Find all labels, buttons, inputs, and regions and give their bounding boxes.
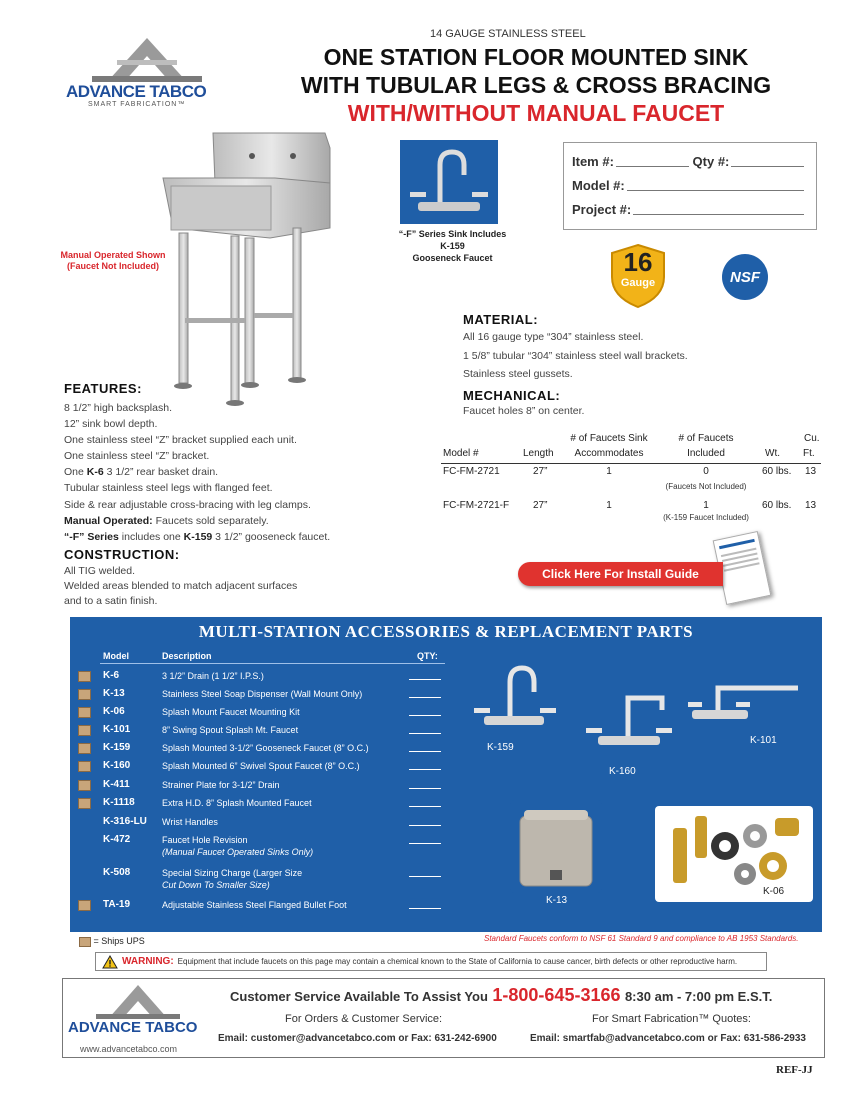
gauge-line: 14 GAUGE STAINLESS STEEL — [430, 28, 586, 40]
part-model: K-6 — [103, 670, 120, 681]
page-title-line1: ONE STATION FLOOR MOUNTED SINK — [323, 44, 749, 70]
qty-field[interactable] — [731, 166, 804, 167]
part-description: Adjustable Stainless Steel Flanged Bullet Foot — [162, 900, 347, 910]
qty-field[interactable] — [409, 843, 441, 844]
list-item — [78, 742, 448, 760]
warning-triangle-icon — [102, 955, 118, 969]
k159-faucet-image — [470, 660, 560, 744]
qty-field[interactable] — [409, 788, 441, 789]
box-icon — [79, 937, 91, 947]
standards-note: Standard Faucets conform to NSF 61 Standard 9 and compliance to AB 1953 Standards. — [484, 934, 799, 943]
part-model: K-1118 — [103, 797, 135, 808]
features-list: 8 1/2” high backsplash. 12” sink bowl depth. One stainless steel “Z” bracket supplied each unit. One stainless steel “Z” bracket. One K-6 3 1/2” rear basket drain. Tubular stainless steel legs with flanged feet. Side & rear adjustable cross-bracing with leg clamps. Manual Operated: Faucets sold separately. “-F” Series includes one K-159 3 1/2” gooseneck faucet. — [64, 402, 331, 543]
k159-label: K-159 — [487, 742, 514, 753]
list-item — [78, 779, 448, 797]
part-description: 8” Swing Spout Splash Mt. Faucet — [162, 725, 299, 735]
list-item — [78, 760, 448, 778]
list-item — [78, 688, 448, 706]
qty-field[interactable] — [409, 733, 441, 734]
spec-header-row: Model # Length # of Faucets Sink Accommodates # of Faucets Included Wt. Cu. Ft. — [443, 433, 820, 459]
part-description: Special Sizing Charge (Larger Size Cut Down To Smaller Size) — [162, 868, 303, 890]
project-field[interactable] — [633, 214, 804, 215]
part-description: 3 1/2” Drain (1 1/2” I.P.S.) — [162, 671, 264, 681]
model-label: Model #: — [572, 178, 625, 193]
mechanical-text: Faucet holes 8” on center. — [463, 405, 585, 417]
project-label: Project #: — [572, 202, 632, 217]
website-link[interactable]: www.advancetabco.com — [80, 1044, 178, 1054]
part-model: K-508 — [103, 867, 131, 878]
part-description: Splash Mounted 3-1/2” Gooseneck Faucet (8” O.C.) — [162, 743, 369, 753]
logo-mark-icon — [68, 981, 208, 1021]
qty-field[interactable] — [409, 806, 441, 807]
k06-kit-image — [655, 806, 813, 902]
page-title-line2: WITH TUBULAR LEGS & CROSS BRACING — [300, 72, 772, 98]
k06-label: K-06 — [763, 886, 785, 897]
k101-faucet-image — [688, 668, 814, 734]
order-form — [563, 142, 817, 230]
box-icon — [78, 725, 91, 736]
phone-number[interactable]: 1-800-645-3166 — [492, 985, 621, 1005]
part-model: K-472 — [103, 834, 131, 845]
qty-field[interactable] — [409, 697, 441, 698]
k13-label: K-13 — [546, 895, 568, 906]
install-guide-button[interactable]: Click Here For Install Guide — [518, 562, 723, 586]
list-item — [78, 706, 448, 724]
item-field[interactable] — [616, 166, 689, 167]
quotes-email[interactable]: Email: smartfab@advancetabco.com or Fax: 631-586-2933 — [530, 1033, 806, 1044]
part-description: Stainless Steel Soap Dispenser (Wall Mount Only) — [162, 689, 363, 699]
qty-field[interactable] — [409, 876, 441, 877]
k13-dispenser-image — [510, 800, 602, 893]
quotes-label: For Smart Fabrication™ Quotes: — [592, 1013, 751, 1025]
box-icon — [78, 689, 91, 700]
mechanical-heading: MECHANICAL: — [463, 388, 561, 403]
box-icon — [78, 761, 91, 772]
qty-field[interactable] — [409, 715, 441, 716]
construction-heading: CONSTRUCTION: — [64, 547, 180, 562]
part-model: K-411 — [103, 779, 130, 790]
part-description: Wrist Handles — [162, 817, 218, 827]
col-qty-header: QTY: — [417, 651, 438, 661]
box-icon — [78, 900, 91, 911]
box-icon — [78, 798, 91, 809]
brand-tagline: SMART FABRICATION™ — [88, 101, 186, 108]
k160-faucet-image — [580, 682, 680, 764]
box-icon — [78, 707, 91, 718]
part-model: K-101 — [103, 724, 131, 735]
col-model-header: Model — [103, 651, 129, 661]
ships-ups-legend: = Ships UPS — [79, 936, 145, 947]
list-item — [78, 724, 448, 742]
item-label: Item #: — [572, 154, 614, 169]
header-divider — [100, 663, 445, 664]
orders-label: For Orders & Customer Service: — [285, 1013, 443, 1025]
footer-logo: ADVANCE TABCO — [68, 981, 208, 1041]
part-description: Splash Mounted 6” Swivel Spout Faucet (8” O.C.) — [162, 761, 360, 771]
part-description: Strainer Plate for 3-1/2” Drain — [162, 780, 280, 790]
gauge-word: Gauge — [620, 277, 656, 289]
material-text: All 16 gauge type “304” stainless steel. 1 5/8” tubular “304” stainless steel wall brackets. Stainless steel gussets. — [463, 331, 688, 380]
list-item — [78, 834, 448, 857]
list-item — [78, 797, 448, 815]
orders-email[interactable]: Email: customer@advancetabco.com or Fax: 631-242-6900 — [218, 1033, 497, 1044]
part-model: K-159 — [103, 742, 131, 753]
part-model: K-06 — [103, 706, 125, 717]
faucet-photo — [400, 140, 498, 224]
part-model: K-316-LU — [103, 816, 147, 827]
col-desc-header: Description — [162, 651, 212, 661]
box-icon — [78, 671, 91, 682]
list-item — [78, 670, 448, 688]
qty-field[interactable] — [409, 825, 441, 826]
gauge-badge — [608, 243, 668, 309]
brand-name: ADVANCE TABCO — [66, 82, 207, 101]
sink-image — [155, 128, 335, 408]
part-model: K-160 — [103, 760, 131, 771]
construction-text: All TIG welded. Welded areas blended to match adjacent surfaces and to a satin finish. — [64, 565, 298, 607]
faucet-caption: “-F” Series Sink Includes K-159 Gooseneck Faucet — [398, 229, 507, 263]
gauge-number: 16 — [623, 247, 653, 277]
k101-label: K-101 — [750, 735, 777, 746]
accessories-title: MULTI-STATION ACCESSORIES & REPLACEMENT PARTS — [198, 622, 694, 641]
list-item — [78, 899, 448, 917]
warning-banner: WARNING: Equipment that include faucets on this page may contain a chemical known to the State of California to cause cancer, birth defects or other reproductive harm. — [95, 952, 767, 971]
part-description: Faucet Hole Revision (Manual Faucet Operated Sinks Only) — [162, 835, 314, 857]
qty-label: Qty #: — [692, 154, 730, 169]
qty-field[interactable] — [409, 751, 441, 752]
part-description: Splash Mount Faucet Mounting Kit — [162, 707, 300, 717]
box-icon — [78, 743, 91, 754]
list-item — [78, 867, 448, 890]
part-model: K-13 — [103, 688, 125, 699]
model-field[interactable] — [627, 190, 804, 191]
qty-field[interactable] — [409, 769, 441, 770]
features-heading: FEATURES: — [64, 381, 142, 396]
spec-table — [441, 433, 821, 532]
ref-code: REF-JJ — [776, 1064, 813, 1076]
list-item — [78, 816, 448, 834]
part-model: TA-19 — [103, 899, 131, 910]
table-row: FC-FM-2721 27” 1 0 (Faucets Not Included) 60 lbs. 13 — [443, 466, 817, 491]
qty-field[interactable] — [409, 679, 441, 680]
k160-label: K-160 — [609, 766, 636, 777]
material-heading: MATERIAL: — [463, 312, 539, 327]
table-row: FC-FM-2721-F 27” 1 1 (K-159 Faucet Included) 60 lbs. 13 — [443, 500, 817, 522]
logo-mark-icon — [62, 30, 232, 85]
nsf-logo: NSF — [722, 254, 768, 300]
qty-field[interactable] — [409, 908, 441, 909]
box-icon — [78, 780, 91, 791]
page-title-line3: WITH/WITHOUT MANUAL FAUCET — [347, 100, 725, 126]
part-description: Extra H.D. 8” Splash Mounted Faucet — [162, 798, 312, 808]
customer-service-line: Customer Service Available To Assist You 1-800-645-3166 8:30 am - 7:00 pm E.S.T. — [230, 985, 773, 1005]
brand-logo — [62, 30, 232, 110]
sink-caption: Manual Operated Shown (Faucet Not Included) — [60, 250, 166, 271]
